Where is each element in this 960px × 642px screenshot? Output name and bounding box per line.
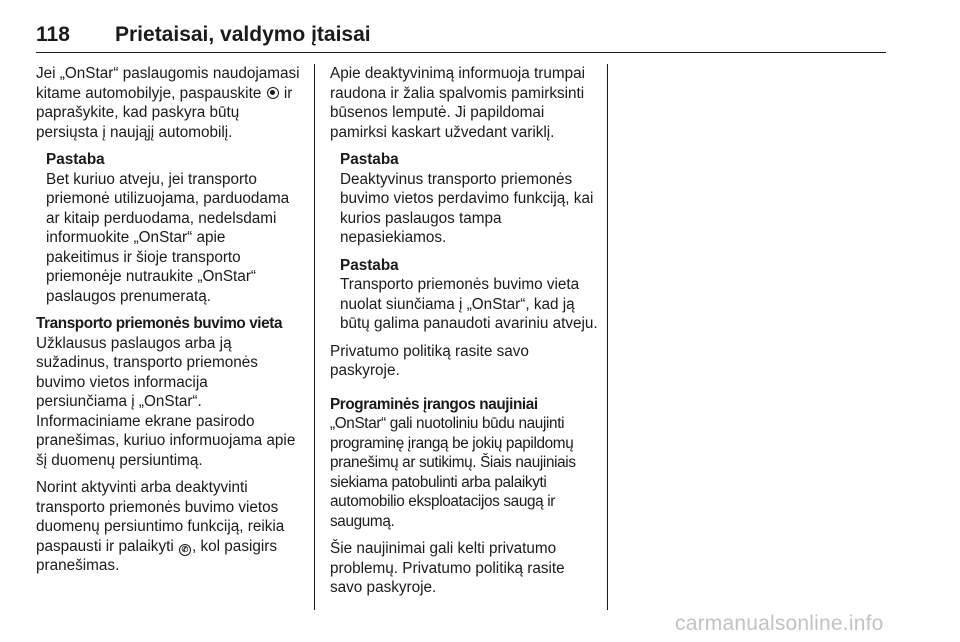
privacy-paragraph: Privatumo politiką rasite savo paskyroje. — [330, 342, 529, 379]
note-text: Transporto priemonės buvimo vieta nuolat siunčiama į „OnStar“, kad ją būtų galima panaudoti avariniu atveju. — [340, 276, 598, 332]
note-title: Pastaba — [340, 256, 399, 274]
software-paragraph-2: Šie naujinimai gali kelti privatumo problemų. Privatumo politiką rasite savo paskyroje. — [330, 540, 565, 596]
note-box — [340, 256, 600, 334]
section-heading-location: Transporto priemonės buvimo vieta — [36, 315, 283, 332]
note-text: Deaktyvinus transporto priemonės buvimo vietos perdavimo funkciją, kai kurios paslaugos tampa nepasiekiamos. — [340, 170, 594, 246]
note-title: Pastaba — [340, 151, 399, 168]
intro-paragraph: Jei „OnStar“ paslaugomis naudojamasi kitame automobilyje, paspauskite ir paprašykite, kad paskyra būtų persiųsta į naująjį automobilį. — [36, 65, 300, 141]
location-paragraph-2: Norint aktyvinti arba deaktyvinti transporto priemonės buvimo vietos duomenų persiuntimo funkciją, reikia paspausti ir palaikyti ✆ , kol pasigirs pranešimas. — [36, 479, 285, 574]
column-divider-right — [607, 64, 608, 610]
note-title: Pastaba — [46, 151, 105, 168]
page-number: 118 — [36, 23, 70, 46]
location-paragraph-1: Užklausus paslaugos arba ją sužadinus, transporto priemonės buvimo vietos informacija persiunčiama į „OnStar“. Informaciniame ekrane pasirodo pranešimas, kuriuo informuojama apie šį duomenų persiuntimą. — [36, 334, 296, 469]
section-heading-software: Programinės įrangos naujiniai — [330, 395, 538, 413]
onstar-button-icon — [267, 87, 279, 99]
watermark: carmanualsonline.info — [675, 612, 884, 635]
note-box — [46, 150, 302, 306]
note-box — [340, 150, 600, 248]
note-text: Bet kuriuo atveju, jei transporto priemonė utilizuojama, parduodama ar kitaip perduodama, nedelsdami informuokite „OnStar“ apie pakeitimus ir šioje transporto priemonėje nutraukite „OnStar“ paslaugos prenumeratą. — [46, 170, 290, 305]
column-divider-left — [314, 64, 315, 610]
page-header — [36, 22, 886, 53]
telephone-button-icon: ✆ — [179, 544, 191, 556]
page-title: Prietaisai, valdymo įtaisai — [115, 23, 371, 46]
column-left — [36, 64, 302, 584]
software-paragraph-1: „OnStar“ gali nuotoliniu būdu naujinti programinę įrangą be jokių papildomų pranešimų ar sutikimų. Šiais naujiniais siekiama patobulinti arba palaikyti automobilio eksploatacijos saugą ir saugumą. — [330, 415, 576, 530]
column-middle — [330, 64, 600, 606]
deactivation-paragraph: Apie deaktyvinimą informuoja trumpai raudona ir žalia spalvomis pamirksinti būsenos lemputė. Ji papildomai pamirksi kaskart užvedant variklį. — [330, 65, 586, 141]
